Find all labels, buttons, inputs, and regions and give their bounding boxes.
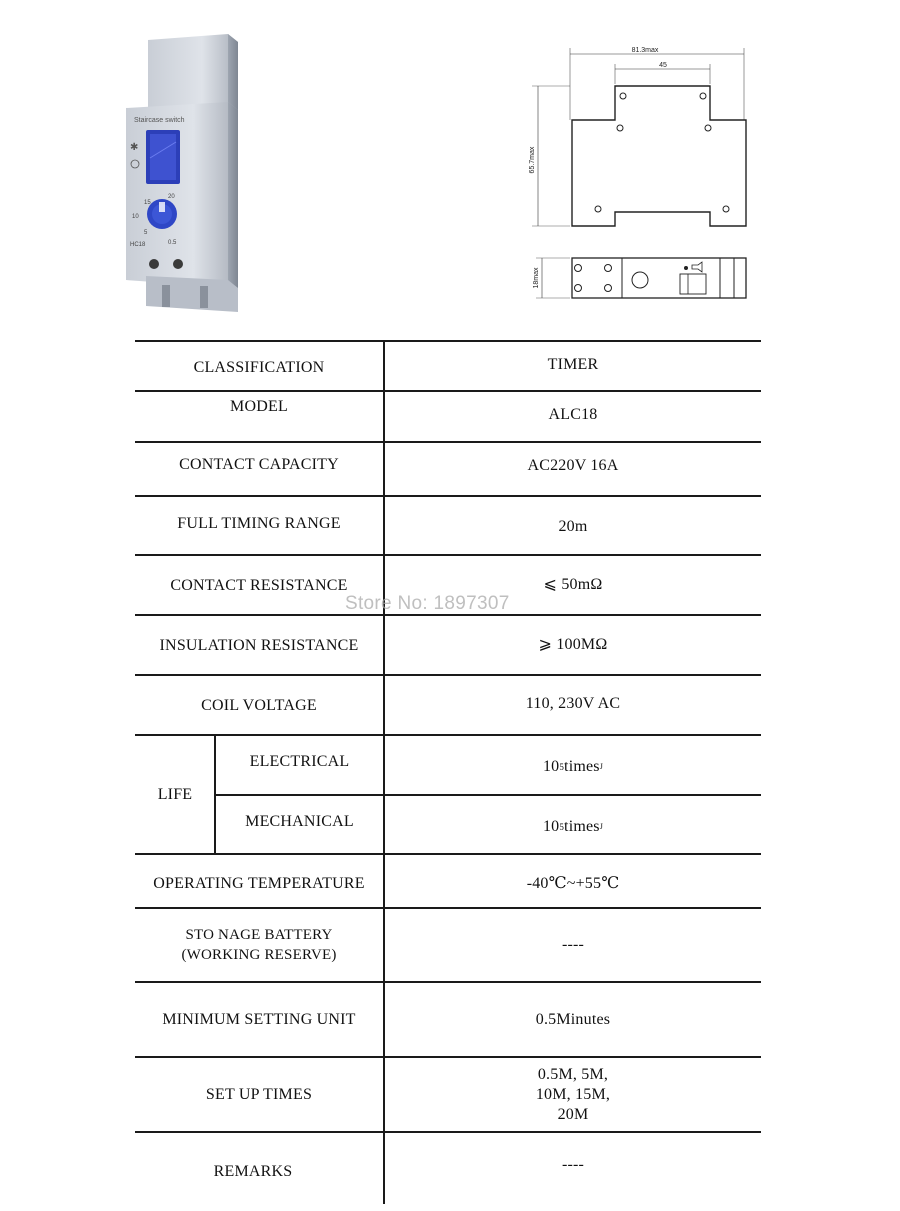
dimension-drawing [520,40,760,310]
model-mark: HC18 [130,242,146,248]
svg-text:15: 15 [144,200,151,206]
product-photo [110,30,260,320]
row-value-model: ALC18 [548,406,598,423]
row-label-mechanical: MECHANICAL [245,813,354,830]
row-label-model: MODEL [230,398,288,415]
row-label-full-timing-range: FULL TIMING RANGE [177,515,341,532]
row-label-life: LIFE [157,785,193,803]
row-label-storage-battery: STO NAGE BATTERY (WORKING RESERVE) [181,927,337,963]
width-max-label: 81.3max [631,47,659,54]
row-label-contact-capacity: CONTACT CAPACITY [179,456,339,473]
row-value-coil-voltage: 110, 230V AC [525,695,621,712]
row-label-insulation-resistance: INSULATION RESISTANCE [159,637,359,654]
row-value-storage-battery: ---- [561,936,585,953]
svg-text:0.5: 0.5 [168,240,177,246]
row-value-contact-capacity: AC220V 16A [527,457,619,474]
svg-text:20: 20 [168,194,175,200]
photo-label: Staircase switch [134,117,185,124]
row-label-set-up-times: SET UP TIMES [205,1085,313,1103]
row-value-insulation-resistance: ⩾ 100MΩ [538,636,608,653]
depth-max-label: 18max [533,267,540,289]
staircase-switch-image [110,30,260,320]
outline-drawing [520,40,760,310]
row-label-electrical: ELECTRICAL [249,753,350,770]
row-label-operating-temperature: OPERATING TEMPERATURE [153,875,365,892]
row-value-electrical: 10 5 times J [542,758,604,775]
height-max-label: 65.7max [529,146,536,174]
row-value-full-timing-range: 20m [558,518,588,535]
svg-text:5: 5 [144,230,148,236]
row-label-remarks: REMARKS [213,1163,293,1180]
row-value-set-up-times: 0.5M, 5M, 10M, 15M, 20M [535,1065,611,1123]
row-value-mechanical: 10 5 times J [542,818,604,835]
svg-text:10: 10 [132,214,139,220]
row-value-minimum-setting-unit: 0.5Minutes [535,1010,611,1028]
row-label-contact-resistance: CONTACT RESISTANCE [170,577,348,594]
row-value-contact-resistance: ⩽ 50mΩ [543,576,603,593]
store-watermark: Store No: 1897307 [345,593,510,614]
row-value-operating-temperature: -40℃~+55℃ [526,875,620,892]
row-value-remarks: ---- [561,1156,585,1173]
row-value-classification: TIMER [547,356,599,373]
row-label-classification: CLASSIFICATION [193,359,325,376]
inner-width-label: 45 [659,62,667,69]
spec-table [135,340,761,1204]
row-label-minimum-setting-unit: MINIMUM SETTING UNIT [162,1010,356,1028]
row-label-coil-voltage: COIL VOLTAGE [201,697,317,714]
bulb-icon: ✱ [130,142,139,153]
